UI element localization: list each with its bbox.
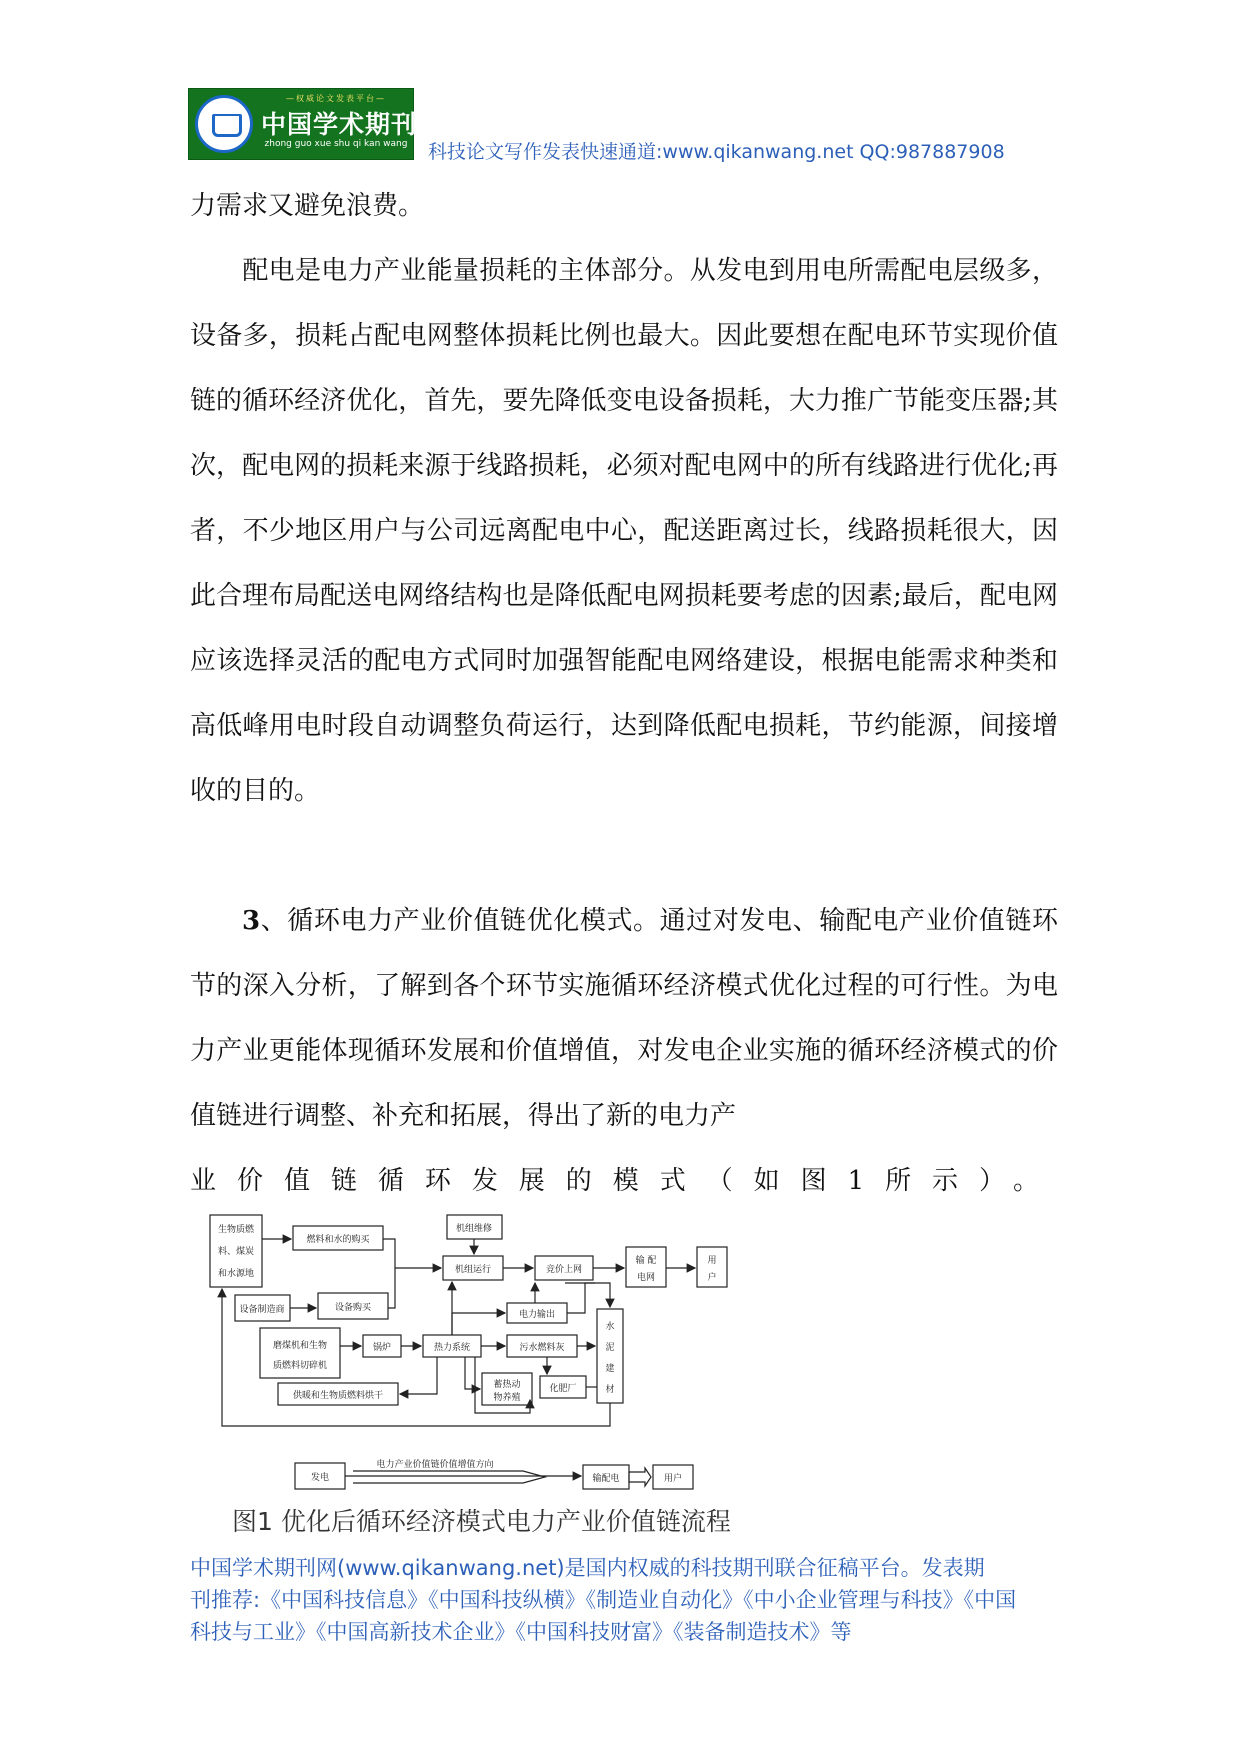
paragraph-text: 力需求又避免浪费。 bbox=[190, 191, 425, 221]
label-fuel-source-3: 和水源地 bbox=[217, 1269, 255, 1279]
label-boiler: 锅炉 bbox=[372, 1343, 392, 1353]
paragraph-text: 、循环电力产业价值链优化模式。通过对发电、输配电产业价值链环节的深入分析，了解到各个环节实施循环经济模式优化过程的可行性。为电力产业更能体现循环发展和价值增值，对发电企业实施的循环经济模式的价值链进行调整、补充和拓展，得出了新的电力产 bbox=[190, 906, 1058, 1131]
paragraph-model-last-line bbox=[190, 1149, 1058, 1214]
label-fuel-source-2: 料、煤炭 bbox=[217, 1247, 255, 1257]
label-transmission-1: 输 配 bbox=[635, 1256, 657, 1266]
label-unit-operation: 机组运行 bbox=[454, 1265, 492, 1275]
footer-line: 科技与工业》《中国高新技术企业》《中国科技财富》《装备制造技术》等 bbox=[190, 1620, 852, 1644]
label-fertilizer: 化肥厂 bbox=[549, 1384, 577, 1394]
label-cement-2: 泥 bbox=[605, 1343, 615, 1353]
paragraph-continuation bbox=[190, 174, 1058, 239]
label-distribution: 输配电 bbox=[592, 1474, 620, 1484]
label-user-top-1: 用 bbox=[707, 1256, 717, 1266]
label-crusher-2: 质燃料切碎机 bbox=[272, 1361, 328, 1371]
paragraph-text: 配电是电力产业能量损耗的主体部分。从发电到用电所需配电层级多，设备多，损耗占配电网整体损耗比例也最大。因此要想在配电环节实现价值链的循环经济优化，首先，要先降低变电设备损耗，大力推广节能变压器;其次，配电网的损耗来源于线路损耗，必须对配电网中的所有线路进行优化;再者，不少地区用户与公司远离配电中心，配送距离过长，线路损耗很大，因此合理布局配送电网络结构也是降低配电网损耗要考虑的因素;最后，配电网应该选择灵活的配电方式同时加强智能配电网络建设，根据电能需求种类和高低峰用电时段自动调整负荷运行，达到降低配电损耗，节约能源，间接增收的目的。 bbox=[190, 256, 1058, 806]
logo-pinyin: zhong guo xue shu qi kan wang bbox=[264, 139, 408, 149]
figure-caption: 图1 优化后循环经济模式电力产业价值链流程 bbox=[232, 1507, 731, 1536]
value-chain-diagram bbox=[205, 1213, 745, 1503]
label-equipment-purchase: 设备购买 bbox=[334, 1303, 372, 1313]
label-fuel-purchase: 燃料和水的购买 bbox=[306, 1235, 370, 1245]
footer-line: 刊推荐:《中国科技信息》《中国科技纵横》《制造业自动化》《中小企业管理与科技》《中国 bbox=[190, 1588, 1017, 1612]
label-heat-farm-1: 蓄热动 bbox=[493, 1380, 521, 1390]
logo-seal-icon bbox=[195, 95, 253, 153]
paragraph-text: 业价值链循环发展的模式（如图1所示）。 bbox=[190, 1166, 1058, 1196]
label-thermal-system: 热力系统 bbox=[433, 1343, 471, 1353]
label-power-output: 电力输出 bbox=[518, 1310, 556, 1320]
header-link[interactable]: 科技论文写作发表快速通道:www.qikanwang.net QQ:987887908 bbox=[428, 141, 1005, 163]
logo-brand: 中国学术期刊网 bbox=[261, 110, 444, 139]
label-heating-drying: 供暖和生物质燃料烘干 bbox=[292, 1391, 384, 1401]
label-crusher-1: 磨煤机和生物 bbox=[272, 1341, 328, 1351]
label-unit-maintenance: 机组维修 bbox=[455, 1224, 493, 1234]
label-cement-3: 建 bbox=[605, 1364, 615, 1374]
label-cement-1: 水 bbox=[605, 1322, 615, 1332]
footer-line[interactable]: 中国学术期刊网(www.qikanwang.net)是国内权威的科技期刊联合征稿平台。发表期 bbox=[190, 1556, 985, 1580]
paragraph-model bbox=[190, 889, 1058, 1149]
logo-tagline: —权威论文发表平台— bbox=[286, 94, 386, 103]
label-user-top-2: 户 bbox=[707, 1273, 717, 1283]
site-logo[interactable] bbox=[188, 88, 444, 160]
book-icon bbox=[212, 114, 242, 137]
paragraph-distribution bbox=[190, 239, 1058, 824]
footer bbox=[190, 1552, 1070, 1648]
label-transmission-2: 电网 bbox=[636, 1273, 656, 1283]
label-user-bottom: 用户 bbox=[663, 1474, 683, 1484]
label-fuel-source-1: 生物质燃 bbox=[217, 1225, 255, 1235]
section-number: 3 bbox=[242, 906, 261, 936]
label-direction: 电力产业价值链价值增值方向 bbox=[376, 1460, 494, 1470]
label-equipment-maker: 设备制造商 bbox=[239, 1305, 285, 1315]
label-waste-ash: 污水燃料灰 bbox=[519, 1343, 565, 1353]
label-heat-farm-2: 物养殖 bbox=[493, 1393, 521, 1403]
label-cement-4: 材 bbox=[605, 1385, 615, 1395]
label-generation: 发电 bbox=[310, 1473, 330, 1483]
label-bid-grid: 竞价上网 bbox=[545, 1265, 583, 1275]
